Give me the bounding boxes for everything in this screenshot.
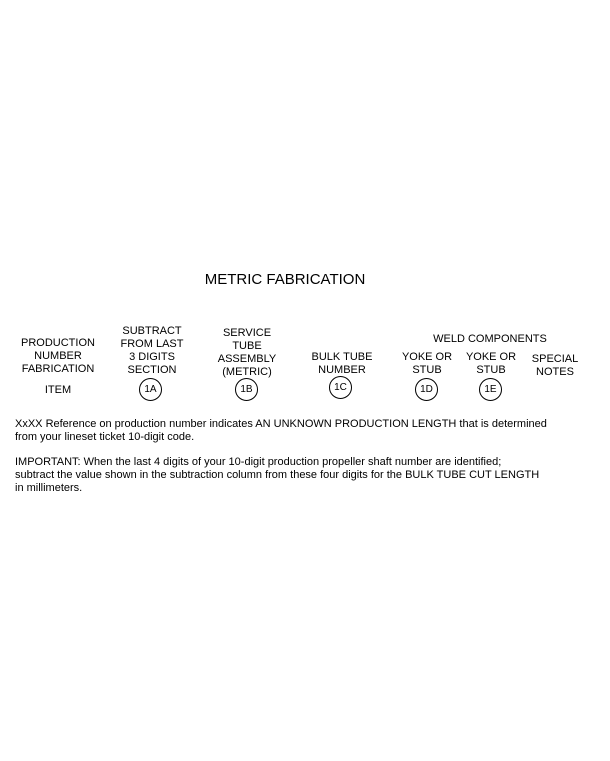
note-line: in millimeters. [15, 482, 83, 494]
header-line: ASSEMBLY [217, 353, 277, 365]
item-label: ITEM [44, 384, 72, 396]
header-line: NUMBER [34, 350, 82, 362]
header-line: PRODUCTION [21, 337, 95, 349]
callout-1e: 1E [479, 378, 502, 401]
weld-components-header: WELD COMPONENTS [433, 333, 547, 345]
note-line: IMPORTANT: When the last 4 digits of your 10-digit production propeller shaft number are identified; [15, 456, 502, 468]
production-column-header [12, 337, 104, 376]
header-line: SUBTRACT [122, 325, 182, 337]
header-line: STUB [476, 364, 506, 376]
callout-1d: 1D [415, 378, 438, 401]
header-line: YOKE OR [465, 351, 517, 363]
header-line: SPECIAL [531, 353, 579, 365]
yoke-or-stub-header-2 [459, 351, 523, 377]
subtract-column-header [105, 325, 199, 377]
header-line: STUB [412, 364, 442, 376]
header-line: FROM LAST [120, 338, 184, 350]
header-line: SERVICE [222, 327, 272, 339]
header-line: BULK TUBE [311, 351, 373, 363]
callout-1c: 1C [329, 376, 352, 399]
note-line: subtract the value shown in the subtraction column from these four digits for the BULK TUBE CUT LENGTH [15, 469, 540, 481]
callout-1b: 1B [235, 378, 258, 401]
header-line: NUMBER [318, 364, 366, 376]
header-line: 3 DIGITS [129, 351, 175, 363]
callout-1a: 1A [139, 378, 162, 401]
note-line: XxXX Reference on production number indicates AN UNKNOWN PRODUCTION LENGTH that is determined [15, 418, 547, 430]
bulk-tube-column-header [295, 351, 389, 377]
page-title: METRIC FABRICATION [204, 271, 366, 288]
yoke-or-stub-header-1 [395, 351, 459, 377]
important-note [15, 456, 595, 495]
header-line: YOKE OR [401, 351, 453, 363]
header-line: FABRICATION [21, 363, 95, 375]
header-line: (METRIC) [222, 366, 272, 378]
header-line: NOTES [536, 366, 574, 378]
header-line: TUBE [232, 340, 262, 352]
reference-note [15, 418, 595, 444]
special-notes-header [522, 353, 588, 379]
service-column-header [200, 327, 294, 379]
header-line: SECTION [127, 364, 177, 376]
note-line: from your lineset ticket 10-digit code. [15, 431, 195, 443]
